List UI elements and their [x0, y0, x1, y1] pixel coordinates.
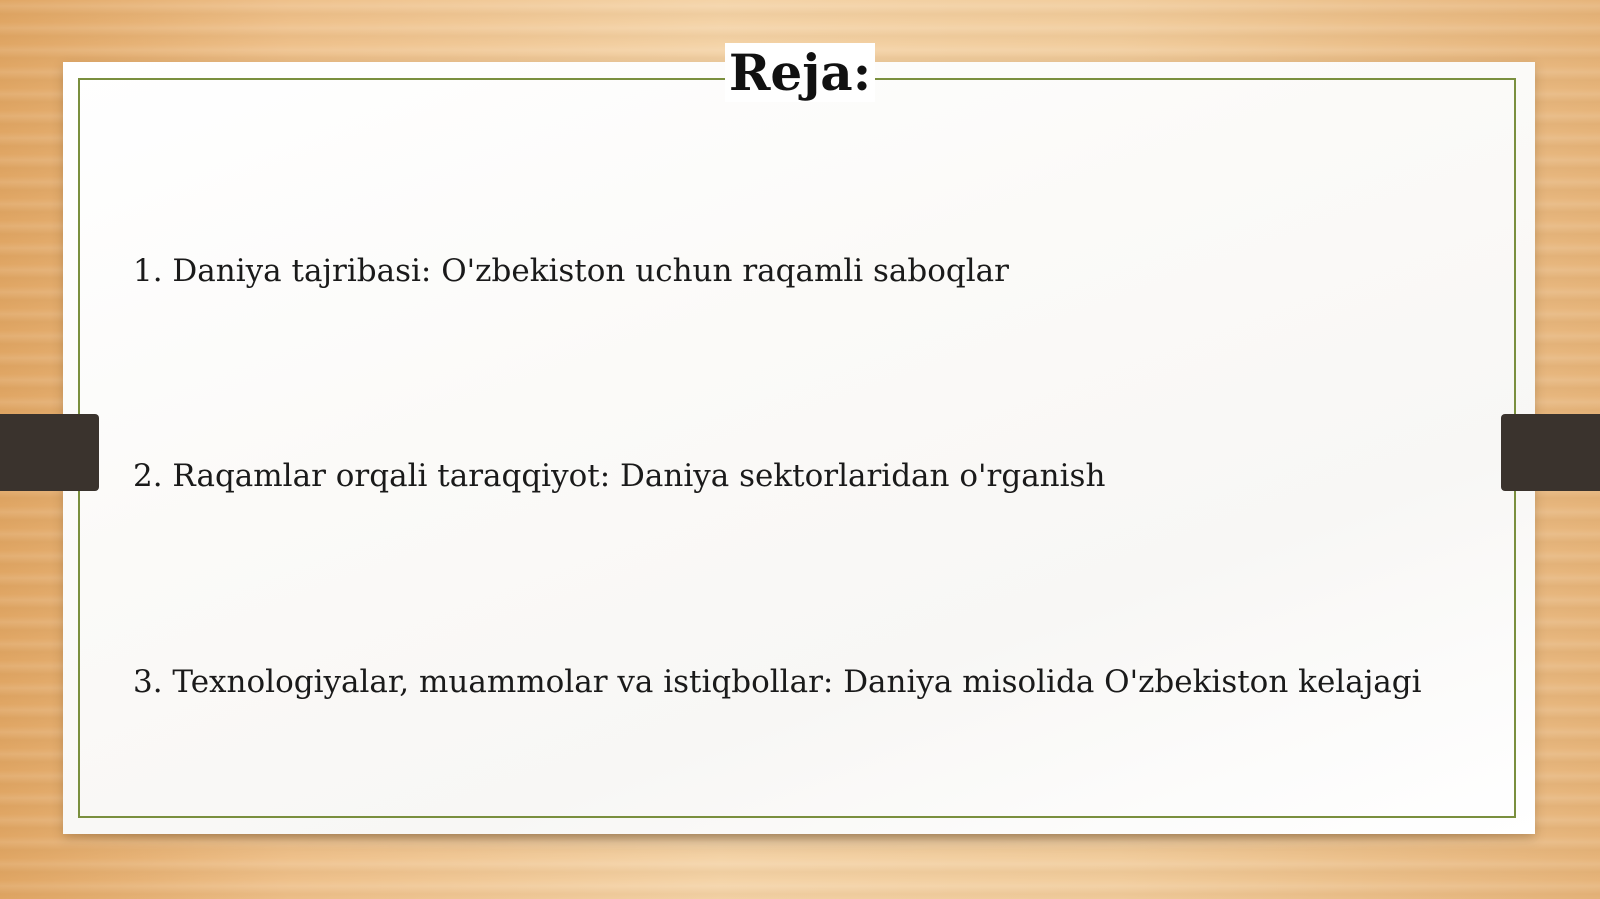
slide-title: Reja: — [725, 43, 875, 102]
left-decorative-tab — [0, 414, 99, 491]
slide-frame-border — [78, 78, 1516, 818]
agenda-item-1: 1. Daniya tajribasi: O'zbekiston uchun raqamli saboqlar — [133, 253, 1009, 289]
right-decorative-tab — [1501, 414, 1600, 491]
agenda-item-2: 2. Raqamlar orqali taraqqiyot: Daniya sektorlaridan o'rganish — [133, 458, 1106, 494]
agenda-item-3: 3. Texnologiyalar, muammolar va istiqbollar: Daniya misolida O'zbekiston kelajagi — [133, 664, 1422, 700]
slide-title-container — [0, 40, 1600, 106]
